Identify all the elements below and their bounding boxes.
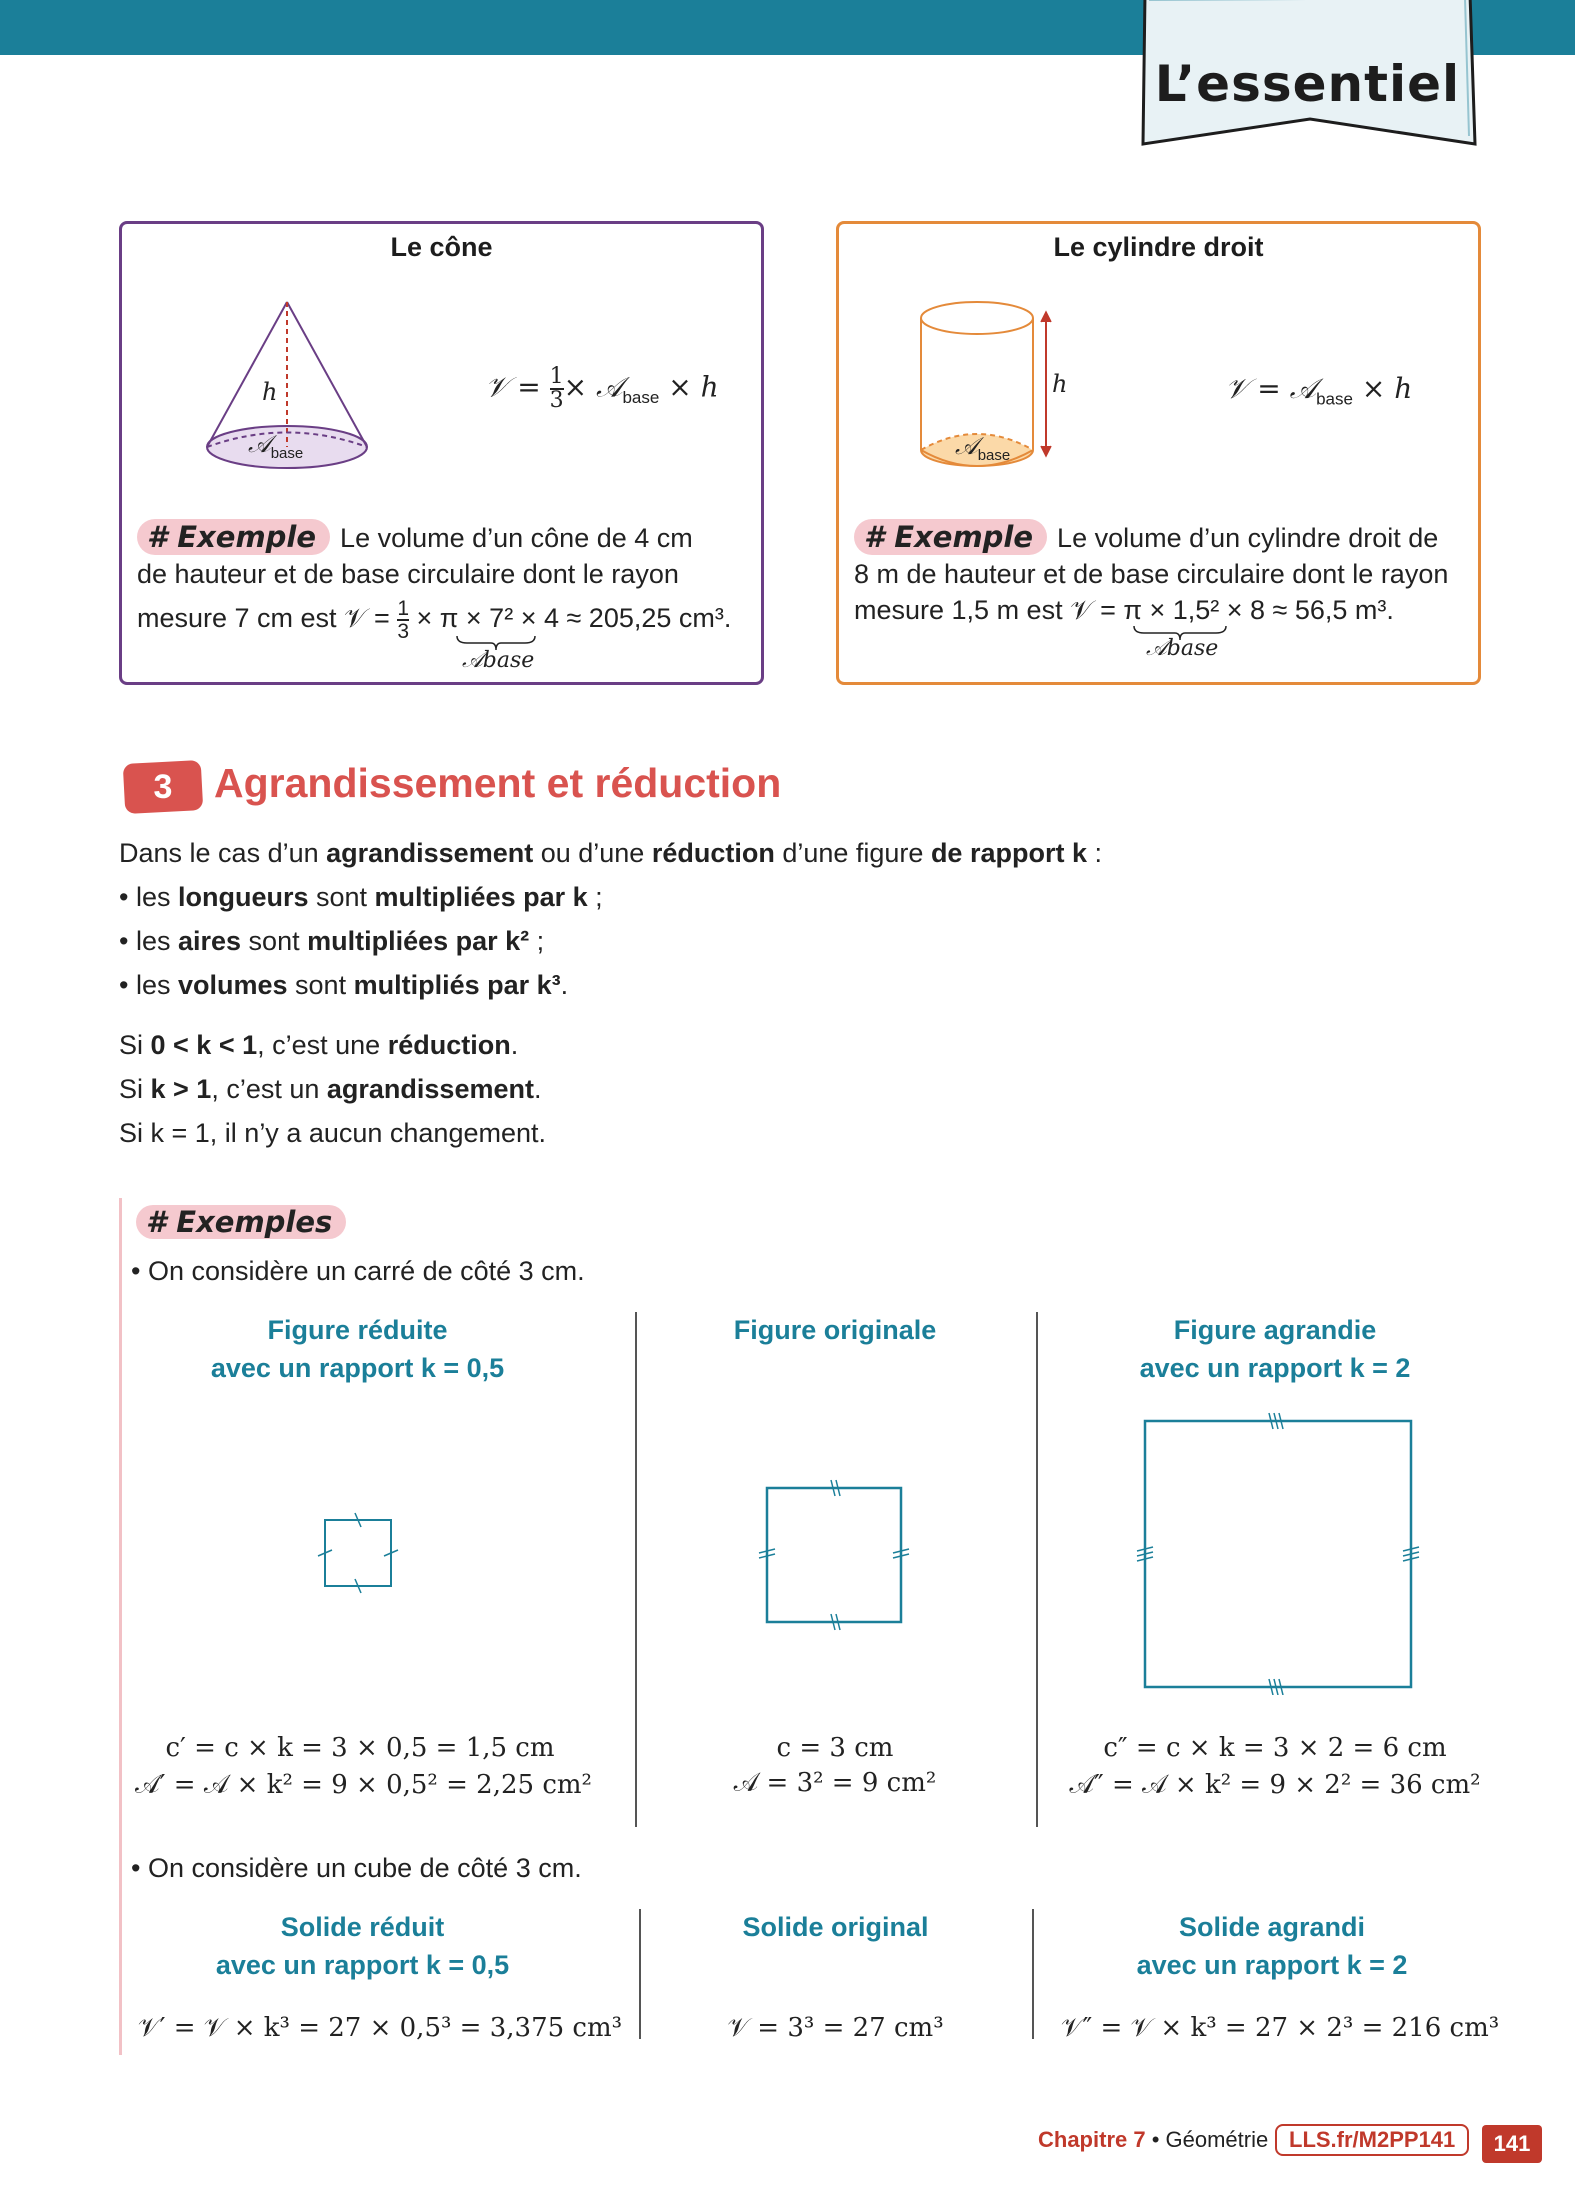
essentiel-title: L’essentiel [1154,55,1461,113]
column-divider [1032,1909,1034,2039]
square-original-formula-side: c = 3 cm [776,1733,894,1763]
cylinder-base-label: 𝒜$_{base}$ [955,432,1011,464]
cone-example: # Exemple Le volume d’un cône de 4 cm de hauteur et de base circulaire dont le rayon mesure 7 cm est 𝒱 = $\frac{1}{3}$ × π × 7² × 4 ≈ 205,25 cm³. [137,520,732,643]
cube-original-formula: 𝒱 = 3³ = 27 cm³ [727,2013,944,2043]
cone-h-label: h [262,378,278,406]
cube-enlarged-title: Solide agrandi avec un rapport k = 2 [1136,1912,1408,1980]
square-reduced-formula-side: c′ = c × k = 3 × 0,5 = 1,5 cm [165,1733,555,1763]
cube-enlarged-formula: 𝒱″ = 𝒱 × k³ = 27 × 2³ = 216 cm³ [1060,2013,1500,2043]
page-number: 141 [1482,2125,1542,2163]
square-original-formula-area: 𝒜 = 3² = 9 cm² [733,1768,937,1798]
column-divider [1036,1312,1038,1827]
section-title: Agrandissement et réduction [214,760,782,806]
example-tag: # Exemple [854,519,1047,555]
square-intro: • On considère un carré de côté 3 cm. [131,1256,585,1286]
cube-original-title: Solide original [742,1912,929,1942]
footer-chapter: Chapitre 7 • Géométrie [1038,2127,1269,2152]
cylinder-brace-label: 𝒜base [1146,636,1219,661]
condition-unchanged: Si k = 1, il n’y a aucun changement. [119,1118,547,1148]
example-tag: # Exemple [137,519,330,555]
footer-link[interactable]: LLS.fr/M2PP141 [1275,2124,1469,2156]
square-reduced [315,1510,405,1600]
cylinder-formula: 𝒱 = 𝒜$_{base}$ × h [1225,372,1413,409]
square-original-title: Figure originale [733,1315,937,1345]
cone-formula: 𝒱 = $\frac{1}{3}$ × 𝒜$_{base}$ × h [485,364,719,413]
cone-base-label: 𝒜$_{base}$ [248,430,304,462]
cube-reduced-title: Solide réduit avec un rapport k = 0,5 [215,1912,510,1980]
cone-brace-label: 𝒜base [462,648,535,673]
square-reduced-title: Figure réduite avec un rapport k = 0,5 [210,1315,505,1383]
square-reduced-formula-area: 𝒜′ = 𝒜 × k² = 9 × 0,5² = 2,25 cm² [135,1770,592,1800]
examples-rule [119,1198,122,2055]
condition-enlargement: Si k > 1, c’est un agrandissement. [119,1074,542,1104]
square-original [755,1475,915,1635]
bullet-areas: • les aires sont multipliées par k² ; [119,926,545,956]
square-enlarged-formula-area: 𝒜″ = 𝒜 × k² = 9 × 2² = 36 cm² [1069,1770,1481,1800]
cube-reduced-formula: 𝒱′ = 𝒱 × k³ = 27 × 0,5³ = 3,375 cm³ [137,2013,623,2043]
examples-tag: # Exemples [136,1205,346,1239]
cylinder-title: Le cylindre droit [1053,232,1264,262]
square-enlarged-formula-side: c″ = c × k = 3 × 2 = 6 cm [1103,1733,1447,1763]
cube-intro: • On considère un cube de côté 3 cm. [131,1853,582,1883]
bullet-volumes: • les volumes sont multipliés par k³. [119,970,569,1000]
condition-reduction: Si 0 < k < 1, c’est une réduction. [119,1030,519,1060]
section-number: 3 [153,768,173,806]
section-intro: Dans le cas d’un agrandissement ou d’une réduction d’une figure de rapport k : [119,838,1102,868]
cylinder-h-label: h [1052,370,1068,398]
cone-title: Le cône [390,232,493,262]
examples-tag-wrap [136,1205,356,1239]
bullet-lengths: • les longueurs sont multipliées par k ; [119,882,603,912]
square-enlarged-title: Figure agrandie avec un rapport k = 2 [1139,1315,1411,1383]
square-enlarged [1135,1405,1425,1695]
cylinder-example: # Exemple Le volume d’un cylindre droit de 8 m de hauteur et de base circulaire dont le rayon mesure 1,5 m est 𝒱 = π × 1,5² × 8 ≈ 56,5 m³. [854,520,1449,625]
